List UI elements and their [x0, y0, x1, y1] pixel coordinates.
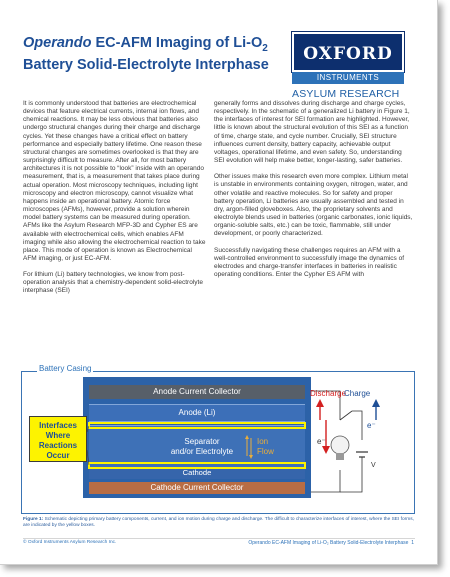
footer-running-title [248, 540, 414, 546]
battery-diagram [83, 377, 311, 498]
interfaces-line2: Where [45, 431, 71, 440]
caption-label: Figure 1: [23, 517, 44, 522]
battery-casing-label: Battery Casing [39, 364, 92, 373]
title-subscript: 2 [262, 42, 268, 54]
figure-caption [23, 517, 415, 529]
interfaces-line4: Occur [46, 451, 70, 460]
cathode-current-collector: Cathode Current Collector [89, 482, 305, 494]
title-line2: Battery Solid-Electrolyte Interphase [23, 56, 269, 73]
body-column-left [23, 100, 207, 304]
paragraph: It is commonly understood that batteries are electrochemical devices that feature electrical currents, internal ion flows, and chemical reactions. It may be less obvious that batteries also undergo structural changes during their charge and discharge cycles. Yet these changes have a critical effect on battery performance and especially battery lifetime. One reason these structural changes are sometimes overlooked is that they are surprisingly difficult to measure. After all, for most battery architectures it is not possible to “look” inside with an operando measurement, that is, a measurement that takes place during actual operation. Most microscopy techniques, including light microscopy and electron microscopy, cannot visualize what happens inside an operational battery. Atomic force microscopes (AFMs), however, provide a solution wherein model battery systems can be measured during operation. AFMs like the Asylum Research MFP-3D and Cypher ES are available with electrochemical cells, which enables AFM imaging while also allowing the electrochemical reaction to take place. This mode of operation is known as Electrochemical AFM imaging, or just EC-AFM. [23, 100, 206, 262]
page-title [23, 35, 285, 74]
footer-title: Operando EC-AFM Imaging of Li-O₂ Battery Solid-Electrolyte Interphase [248, 540, 409, 546]
interfaces-line1: Interfaces [39, 421, 77, 430]
oxford-logo: OXFORD [292, 32, 404, 72]
separator-layer [89, 425, 305, 468]
interfaces-line3: Reactions [38, 441, 78, 450]
ion-label-line1: Ion [257, 437, 269, 446]
paragraph: For lithium (Li) battery technologies, we know from post-operation analysis that a chemistry-dependent solid-electrolyte interphase (SEI) [23, 271, 203, 295]
electron-label-discharge: e⁻ [317, 437, 326, 446]
discharge-label: Discharge [310, 389, 347, 398]
paragraph: Successfully navigating these challenges requires an AFM with a well-controlled environment to successfully image the dynamics of electrodes and charge-transfer interfaces in batteries in realistic operating conditions. Enter the Cypher ES AFM with [214, 246, 405, 278]
footer-copyright: © Oxford Instruments Asylum Research Inc. [23, 540, 117, 545]
body-column-right [214, 100, 414, 287]
separator-label-line1: Separator [184, 437, 220, 446]
paragraph: Other issues make this research even more complex. Lithium metal is unstable in environments containing oxygen, nitrogen, water, and other volatile and reactive molecules. So for safety and proper battery operation, Li batteries are usually assembled and tested in dry, argon-filled gloveboxes. Also, the proprietary solvents and electrolyte blends used in batteries (organic carbonates, ionic liquids, organic-soluble salts, etc.) can be toxic, flammable, still under development, or poorly characterized. [214, 173, 413, 238]
brand-name: ASYLUM RESEARCH [292, 88, 400, 100]
ion-flow-arrow-icon [245, 435, 253, 459]
charge-label: Charge [344, 389, 371, 398]
ion-flow-label [257, 437, 274, 457]
electron-label-charge: e⁻ [367, 421, 376, 430]
page-number: 1 [411, 540, 414, 546]
interfaces-callout [29, 416, 87, 462]
separator-label-line2: and/or Electrolyte [170, 447, 234, 456]
title-italic: Operando [23, 35, 92, 51]
instruments-banner: INSTRUMENTS [292, 72, 404, 84]
paragraph: generally forms and dissolves during discharge and charge cycles, respectively. In the schematic of a generalized Li battery in Figure 1, the interfaces of interest for SEI formation are highlighted. However, little is known about the structural evolution of this SEI as a function of time, charge state, and cycle number. Crucially, SEI structure influences current density, battery capacity, achievable output voltages, operational lifetime, and even safety. So, understanding SEI evolution will help make better, longer-lasting, safer batteries. [214, 100, 410, 165]
voltage-label: V [371, 462, 376, 469]
footer-divider [23, 538, 415, 539]
anode-layer: Anode (Li) [89, 404, 305, 422]
caption-text: Schematic depicting primary battery components, current, and ion motion during charge and discharge. The difficult to characterize interfaces of interest, where the SEI forms, are indicated by the yellow boxes. [23, 517, 414, 529]
separator-label [162, 437, 242, 457]
anode-current-collector: Anode Current Collector [89, 385, 305, 399]
title-line1: EC-AFM Imaging of Li-O [91, 35, 263, 51]
ion-label-line2: Flow [257, 447, 274, 456]
cathode-layer: Cathode [89, 467, 305, 479]
